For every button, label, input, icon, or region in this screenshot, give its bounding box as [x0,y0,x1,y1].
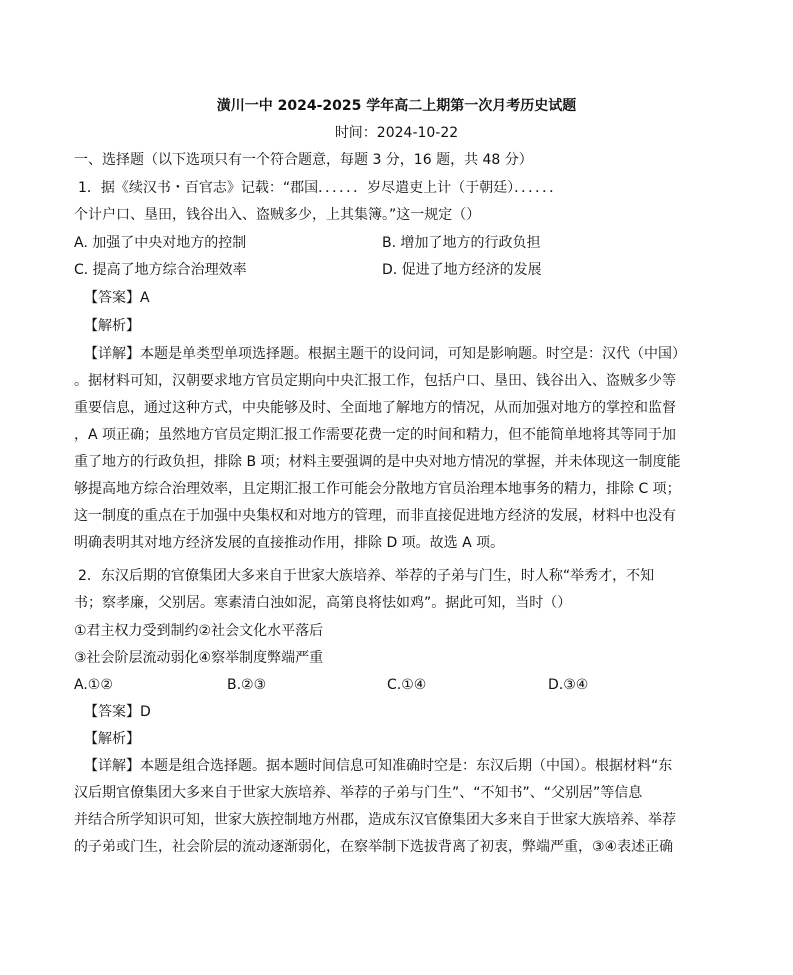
q1-detail-line: 这一制度的重点在于加强中央集权和对地方的管理，而非直接促进地方经济的发展，材料中也没有 [74,508,676,524]
q2-stem-line1: 2．东汉后期的官僚集团大多来自于世家大族培养、举荐的子弟与门生，时人称“举秀才，不知 [78,568,655,584]
q2-detail-line: 的子弟或门生，社会阶层的流动逐渐弱化，在察举制下选拔背离了初衷，弊端严重，③④表述正确 [74,839,674,855]
q1-option-a: A. 加强了中央对地方的控制 [74,235,247,251]
q2-statement-line1: ①君主权力受到制约②社会文化水平落后 [74,623,324,639]
q1-detail-line: 重要信息，通过这种方式，中央能够及时、全面地了解地方的情况，从而加强对地方的掌控和监督 [74,400,676,416]
q1-option-c: C. 提高了地方综合治理效率 [74,262,247,278]
q2-option-d: D.③④ [548,677,589,693]
q1-detail-line: 明确表明其对地方经济发展的直接推动作用，排除 D 项。故选 A 项。 [74,535,505,551]
q2-option-a: A.①② [74,677,113,693]
q2-statement-line2: ③社会阶层流动弱化④察举制度弊端严重 [74,650,324,666]
q2-detail-line: 并结合所学知识可知，世家大族控制地方州郡，造成东汉官僚集团大多来自于世家大族培养、举荐 [74,812,676,828]
q1-detail-line: 重了地方的行政负担，排除 B 项；材料主要强调的是中央对地方情况的掌握，并未体现这一制度能 [74,454,681,470]
q1-detail-line: 【详解】本题是单类型单项选择题。根据主题干的设问词，可知是影响题。时空是：汉代（中国） [84,346,686,362]
section-heading: 一、选择题（以下选项只有一个符合题意，每题 3 分，16 题，共 48 分） [74,152,533,168]
q1-detail-line: ，A 项正确；虽然地方官员定期汇报工作需要花费一定的时间和精力，但不能简单地将其等同于加 [74,427,677,443]
q2-analysis-label: 【解析】 [84,731,140,747]
q1-stem-line2: 个计户口、垦田，钱谷出入、盗贼多少，上其集簿。”这一规定（） [74,207,481,223]
q1-analysis-label: 【解析】 [84,318,140,334]
exam-time: 时间：2024-10-22 [334,125,459,141]
q2-detail-line: 汉后期官僚集团大多来自于世家大族培养、举荐的子弟与门生”、“不知书”、“父别居”等信息 [74,785,643,801]
q1-stem-line1: 1．据《续汉书・百官志》记载：“郡国．．．．．．岁尽遣吏上计（于朝廷）．．．．．． [78,180,564,196]
q1-detail-line: 够提高地方综合治理效率，且定期汇报工作可能会分散地方官员治理本地事务的精力，排除 C 项； [74,481,681,497]
q1-option-b: B. 增加了地方的行政负担 [382,235,541,251]
q1-answer: 【答案】A [84,290,150,306]
exam-title: 潢川一中 2024-2025 学年高二上期第一次月考历史试题 [216,98,577,114]
q2-answer: 【答案】D [84,704,151,720]
q2-option-c: C.①④ [387,677,427,693]
q2-option-b: B.②③ [227,677,267,693]
q2-stem-line2: 书；察孝廉，父别居。寒素清白浊如泥，高第良将怯如鸡”。据此可知，当时（） [74,595,572,611]
q1-option-d: D. 促进了地方经济的发展 [382,262,542,278]
q2-detail-line: 【详解】本题是组合选择题。据本题时间信息可知准确时空是：东汉后期（中国）。根据材料“东 [84,758,673,774]
q1-detail-line: 。据材料可知，汉朝要求地方官员定期向中央汇报工作，包括户口、垦田、钱谷出入、盗贼多少等 [74,373,676,389]
